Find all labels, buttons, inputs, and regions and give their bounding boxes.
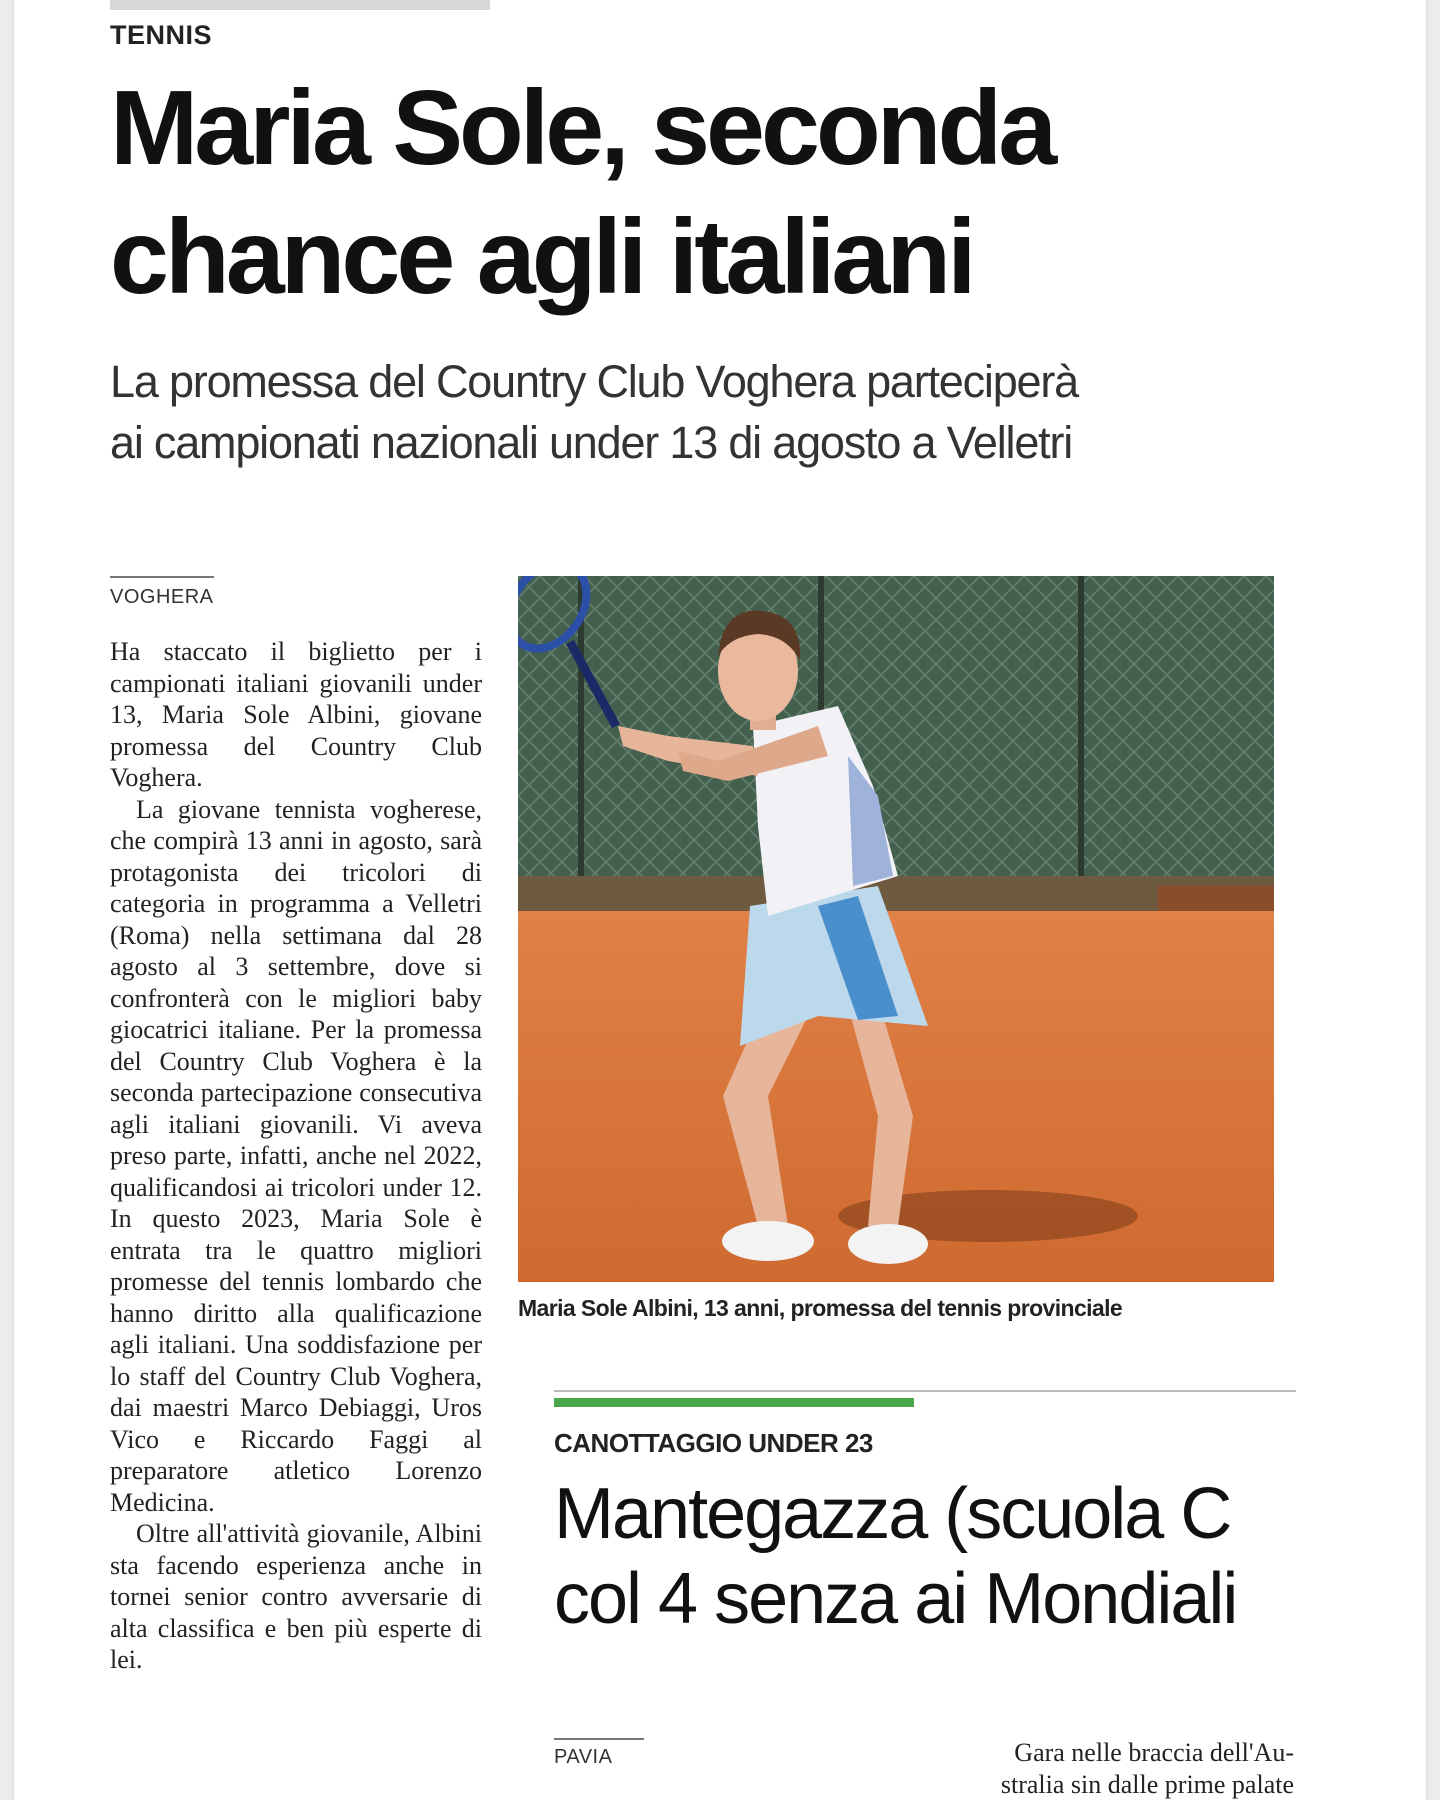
article-body	[110, 636, 482, 1676]
photo-caption: Maria Sole Albini, 13 anni, promessa del tennis provinciale	[518, 1295, 1123, 1321]
dateline-rule	[110, 576, 214, 578]
second-article-rule	[554, 1390, 1296, 1392]
subhead-line-2: ai campionati nazionali under 13 di agosto a Velletri	[110, 416, 1073, 468]
second-headline-line-1: Mantegazza (scuola C	[554, 1474, 1231, 1554]
second-body-line-2: stralia sin dalle prime palate	[1000, 1769, 1294, 1799]
second-body-line-1: Gara nelle braccia dell'Au-	[1014, 1738, 1294, 1767]
headline	[110, 64, 1330, 323]
headline-line-2: chance agli italiani	[110, 198, 973, 317]
second-article-accent-bar	[554, 1398, 914, 1407]
top-rule	[110, 0, 490, 10]
subhead-line-1: La promessa del Country Club Voghera parteciperà	[110, 356, 1078, 407]
subhead	[110, 352, 1330, 474]
second-article-dateline: PAVIA	[554, 1746, 613, 1768]
tennis-player-illustration	[518, 576, 1274, 1282]
second-article-headline	[554, 1472, 1296, 1652]
dateline: VOGHERA	[110, 586, 214, 608]
tennis-player-photo	[518, 576, 1274, 1282]
second-article-section: CANOTTAGGIO UNDER 23	[554, 1428, 873, 1458]
second-dateline-rule	[554, 1738, 644, 1740]
body-paragraph-2: La giovane tennista vogherese, che compirà 13 anni in agosto, sarà protagonista dei tricolori di categoria in programma a Velletri (Roma) nella settimana dal 28 agosto al 3 settembre, dove si confronterà con le migliori baby giocatrici italiane. Per la promessa del Country Club Voghera è la seconda partecipazione consecutiva agli italiani giovanili. Vi aveva preso parte, infatti, anche nel 2022, qualificandosi ai tricolori under 12. In questo 2023, Maria Sole è entrata tra le quattro migliori promesse del tennis lombardo che hanno diritto alla qualificazione agli italiani. Una soddisfazione per lo staff del Country Club Voghera, dai maestri Marco Debiaggi, Uros Vico e Riccardo Faggi al preparatore atletico Lorenzo Medicina.	[110, 794, 482, 1517]
second-article-body	[954, 1737, 1294, 1800]
newspaper-page	[14, 0, 1426, 1800]
headline-line-1: Maria Sole, seconda	[110, 69, 1054, 187]
second-headline-line-2: col 4 senza ai Mondiali	[554, 1558, 1237, 1639]
body-paragraph-3: Oltre all'attività giovanile, Albini sta facendo esperienza anche in tornei senior contro avversarie di alta classifica e ben più esperte di lei.	[110, 1519, 482, 1674]
section-label: TENNIS	[110, 20, 213, 50]
body-paragraph-1: Ha staccato il biglietto per i campionati italiani giovanili under 13, Maria Sole Albini, giovane promessa del Country Club Voghera.	[110, 637, 482, 792]
